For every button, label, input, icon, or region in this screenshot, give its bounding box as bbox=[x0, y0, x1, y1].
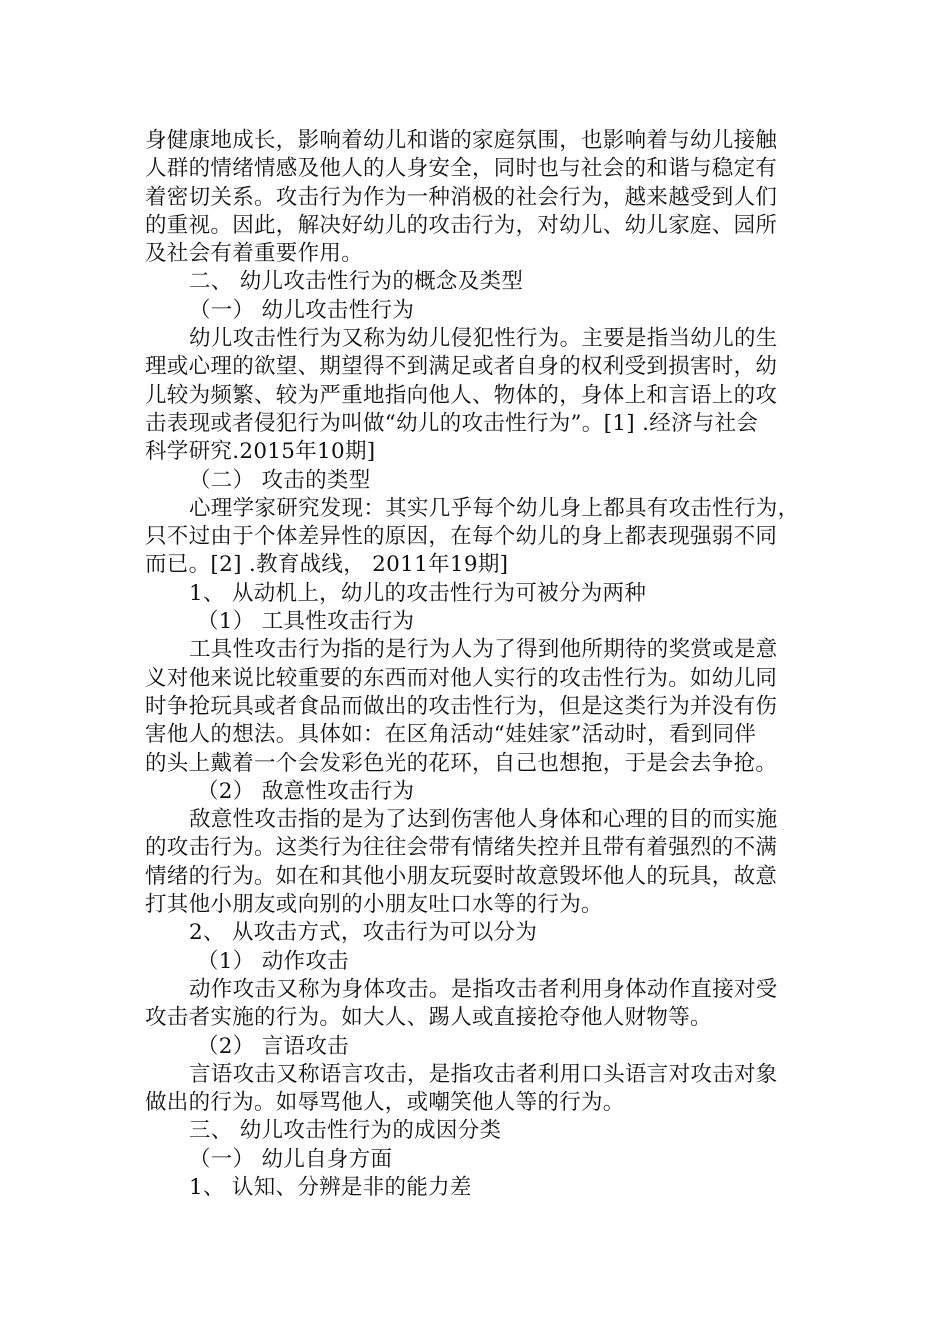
text-line: 言语攻击又称语言攻击，是指攻击者利用口头语言对攻击对象 bbox=[189, 1061, 778, 1087]
text-line: 幼儿攻击性行为又称为幼儿侵犯性行为。主要是指当幼儿的生 bbox=[189, 326, 778, 352]
text-line: 三、 幼儿攻击性行为的成因分类 bbox=[189, 1118, 502, 1144]
text-line: 工具性攻击行为指的是行为人为了得到他所期待的奖赏或是意 bbox=[189, 637, 778, 663]
text-line: （一） 幼儿攻击性行为 bbox=[189, 297, 415, 323]
text-line: 的重视。因此，解决好幼儿的攻击行为，对幼儿、幼儿家庭、园所 bbox=[145, 212, 778, 238]
text-line: 儿较为频繁、较为严重地指向他人、物体的，身体上和言语上的攻 bbox=[145, 382, 778, 408]
text-line: 2、 从攻击方式，攻击行为可以分为 bbox=[189, 920, 538, 946]
text-line: 攻击者实施的行为。如大人、踢人或直接抢夺他人财物等。 bbox=[145, 1005, 712, 1031]
text-line: 及社会有着重要作用。 bbox=[145, 241, 364, 267]
text-line: 身健康地成长，影响着幼儿和谐的家庭氛围，也影响着与幼儿接触 bbox=[145, 128, 778, 153]
text-line: 人群的情绪情感及他人的人身安全，同时也与社会的和谐与稳定有 bbox=[145, 156, 778, 182]
text-line: 做出的行为。如辱骂他人，或嘲笑他人等的行为。 bbox=[145, 1090, 625, 1116]
text-line: 的攻击行为。这类行为往往会带有情绪失控并且带有着强烈的不满 bbox=[145, 835, 778, 861]
text-line: （2） 敌意性攻击行为 bbox=[197, 778, 415, 804]
text-line: 理或心理的欲望、期望得不到满足或者自身的权利受到损害时，幼 bbox=[145, 354, 778, 380]
text-line: 击表现或者侵犯行为叫做“幼儿的攻击性行为”。[1] .经济与社会 bbox=[145, 410, 759, 436]
text-line: （1） 动作攻击 bbox=[197, 948, 349, 974]
text-line: （1） 工具性攻击行为 bbox=[197, 609, 415, 635]
body-text bbox=[145, 127, 825, 1202]
text-line: 打其他小朋友或向别的小朋友吐口水等的行为。 bbox=[145, 892, 603, 918]
text-line: 心理学家研究发现：其实几乎每个幼儿身上都具有攻击性行为， bbox=[189, 495, 800, 521]
text-line: 的头上戴着一个会发彩色光的花环，自己也想抱，于是会去争抢。 bbox=[145, 750, 778, 776]
text-line: 敌意性攻击指的是为了达到伤害他人身体和心理的目的而实施 bbox=[189, 807, 778, 833]
text-line: 动作攻击又称为身体攻击。是指攻击者利用身体动作直接对受 bbox=[189, 976, 778, 1002]
text-line: 着密切关系。攻击行为作为一种消极的社会行为，越来越受到人们 bbox=[145, 184, 778, 210]
text-line: 1、 从动机上，幼儿的攻击性行为可被分为两种 bbox=[189, 580, 647, 606]
text-line: 科学研究.2015年10期] bbox=[145, 439, 376, 465]
text-line: 只不过由于个体差异性的原因，在每个幼儿的身上都表现强弱不同 bbox=[145, 524, 778, 550]
text-line: （二） 攻击的类型 bbox=[189, 467, 371, 493]
text-line: 1、 认知、分辨是非的能力差 bbox=[189, 1174, 472, 1200]
text-line: 时争抢玩具或者食品而做出的攻击性行为，但是这类行为并没有伤 bbox=[145, 693, 778, 719]
text-line: 害他人的想法。具体如：在区角活动“娃娃家”活动时，看到同伴 bbox=[145, 722, 757, 748]
text-line: 义对他来说比较重要的东西而对他人实行的攻击性行为。如幼儿同 bbox=[145, 665, 778, 691]
text-line: 而已。[2] .教育战线， 2011年19期] bbox=[145, 552, 509, 578]
text-line: 二、 幼儿攻击性行为的概念及类型 bbox=[189, 269, 524, 295]
text-line: （2） 言语攻击 bbox=[197, 1033, 349, 1059]
text-line: （一） 幼儿自身方面 bbox=[189, 1146, 393, 1172]
text-line: 情绪的行为。如在和其他小朋友玩耍时故意毁坏他人的玩具，故意 bbox=[145, 863, 778, 889]
